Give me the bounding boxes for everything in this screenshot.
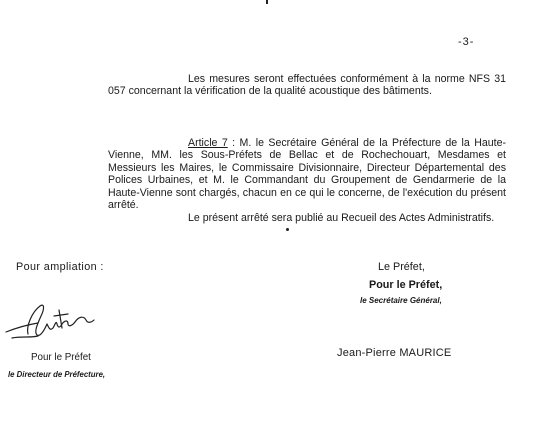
ampliation-label: Pour ampliation :	[16, 261, 104, 273]
article-7-text: : M. le Secrétaire Général de la Préfecture de la Haute-Vienne, MM. les Sous-Préfets de Bellac et de Rochechouart, Mesdames et Messieurs les Maires, le Commissaire Divisionnaire, Directeur Départemental des Polices Urbaines, et M. le Commandant du Groupement de Gendarmerie de la Haute-Vienne sont chargés, chacun en ce qui le concerne, de l'exécution du présent arrêté.	[108, 137, 506, 212]
right-pour-le-prefet: Pour le Préfet,	[369, 279, 443, 291]
right-le-prefet: Le Préfet,	[378, 261, 425, 273]
paragraph-article-7	[108, 137, 506, 211]
paragraph-measures	[108, 73, 506, 98]
paragraph-publication	[108, 212, 506, 224]
left-pour-le-prefet: Pour le Préfet	[31, 352, 91, 363]
handwritten-signature	[4, 298, 96, 344]
scan-mark	[266, 0, 268, 4]
left-directeur-title: le Directeur de Préfecture,	[8, 370, 106, 379]
paragraph-measures-text: Les mesures seront effectuées conformément à la norme NFS 31 057 concernant la vérification de la qualité acoustique des bâtiments.	[108, 73, 506, 98]
paragraph-publication-text: Le présent arrêté sera publié au Recueil des Actes Administratifs.	[188, 212, 495, 224]
page-number: -3-	[458, 36, 475, 48]
article-7-label: Article 7	[188, 137, 228, 149]
signatory-name: Jean-Pierre MAURICE	[337, 347, 452, 359]
right-secretaire-title: le Secrétaire Général,	[360, 296, 442, 305]
scan-dot	[286, 228, 289, 231]
